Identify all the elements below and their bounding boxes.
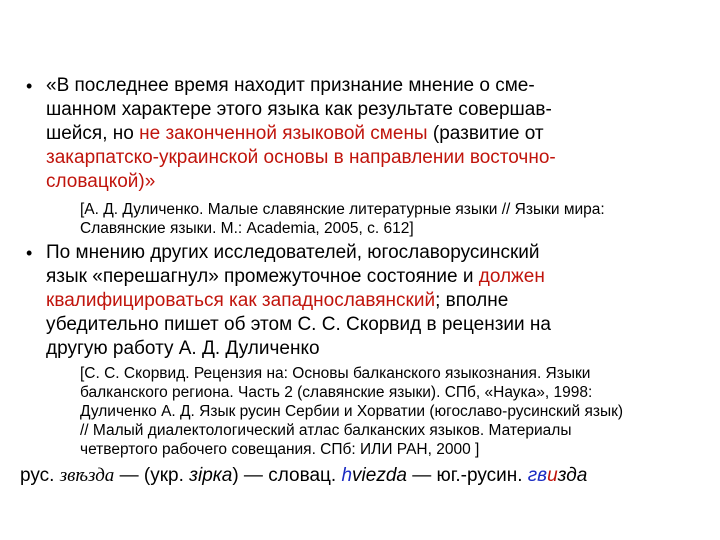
bullet-1-line-3 <box>46 122 711 146</box>
text-segment: язык «перешагнул» промежуточное состояние и <box>46 266 479 287</box>
bullet-1-text <box>46 74 711 194</box>
citation-2-line-3: Дуличенко А. Д. Язык русин Сербии и Хорватии (югославо-русинский язык) <box>80 403 624 420</box>
slovak-word-rest: viezda <box>352 465 407 486</box>
rusyn-word-rest: зда <box>557 465 588 486</box>
citation-2-line-1: [С. С. Скорвид. Рецензия на: Основы балканского языкознания. Языки <box>80 365 591 382</box>
bullet-1-line-1: «В последнее время находит признание мнение о сме- <box>46 75 535 96</box>
citation-2 <box>80 364 720 459</box>
citation-1 <box>80 200 720 238</box>
citation-2-line-2: балканского региона. Часть 2 (славянские языки). СПб, «Наука», 1998: <box>80 384 593 401</box>
bullet-2-text <box>46 241 711 361</box>
bullet-2-line-1: По мнению других исследователей, югославорусинский <box>46 242 540 263</box>
bullet-marker: • <box>26 243 33 263</box>
label-russian: рус. <box>20 465 60 486</box>
bullet-1-line-4: закарпатско-украинской основы в направлении восточно- <box>46 147 556 168</box>
rusyn-word-gv: гв <box>527 465 548 486</box>
rusyn-word-i: и <box>547 465 558 486</box>
label-ukrainian: — (укр. <box>114 465 190 486</box>
bullet-2-line-4: убедительно пишет об этом С. С. Скорвид в рецензии на <box>46 314 551 335</box>
bullet-2-line-2 <box>46 265 711 289</box>
text-segment: ; вполне <box>435 290 509 311</box>
bullet-1-line-5 <box>46 170 711 194</box>
citation-1-line-2: Славянские языки. М.: Academia, 2005, с. 612] <box>80 220 414 237</box>
highlight-east-slovak: словацкой)» <box>46 171 156 192</box>
highlight-must: должен <box>478 266 545 287</box>
citation-2-line-5: четвертого рабочего совещания. СПб: ИЛИ РАН, 2000 ] <box>80 441 480 458</box>
slovak-word-h: h <box>341 465 353 486</box>
bullet-1-line-2: шанном характере этого языка как результате совершав- <box>46 99 552 120</box>
russian-word: звѣзда <box>59 465 115 486</box>
citation-1-line-1: [А. Д. Дуличенко. Малые славянские литературные языки // Языки мира: <box>80 201 605 218</box>
ukrainian-word: зірка <box>189 465 233 486</box>
label-slovak: ) — словац. <box>232 465 342 486</box>
highlight-west-slavic: квалифицироваться как западнославянский <box>46 290 436 311</box>
citation-2-line-4: // Малый диалектологический атлас балканских языков. Материалы <box>80 422 572 439</box>
label-rusyn: — юг.-русин. <box>406 465 528 486</box>
text-segment: шейся, но <box>46 123 140 144</box>
text-segment: (развитие от <box>427 123 544 144</box>
etymology-line <box>20 464 587 488</box>
highlight-unfinished-shift: не законченной языковой смены <box>139 123 428 144</box>
bullet-2-line-3 <box>46 289 711 313</box>
bullet-2-line-5: другую работу А. Д. Дуличенко <box>46 338 320 359</box>
bullet-marker: • <box>26 76 33 96</box>
